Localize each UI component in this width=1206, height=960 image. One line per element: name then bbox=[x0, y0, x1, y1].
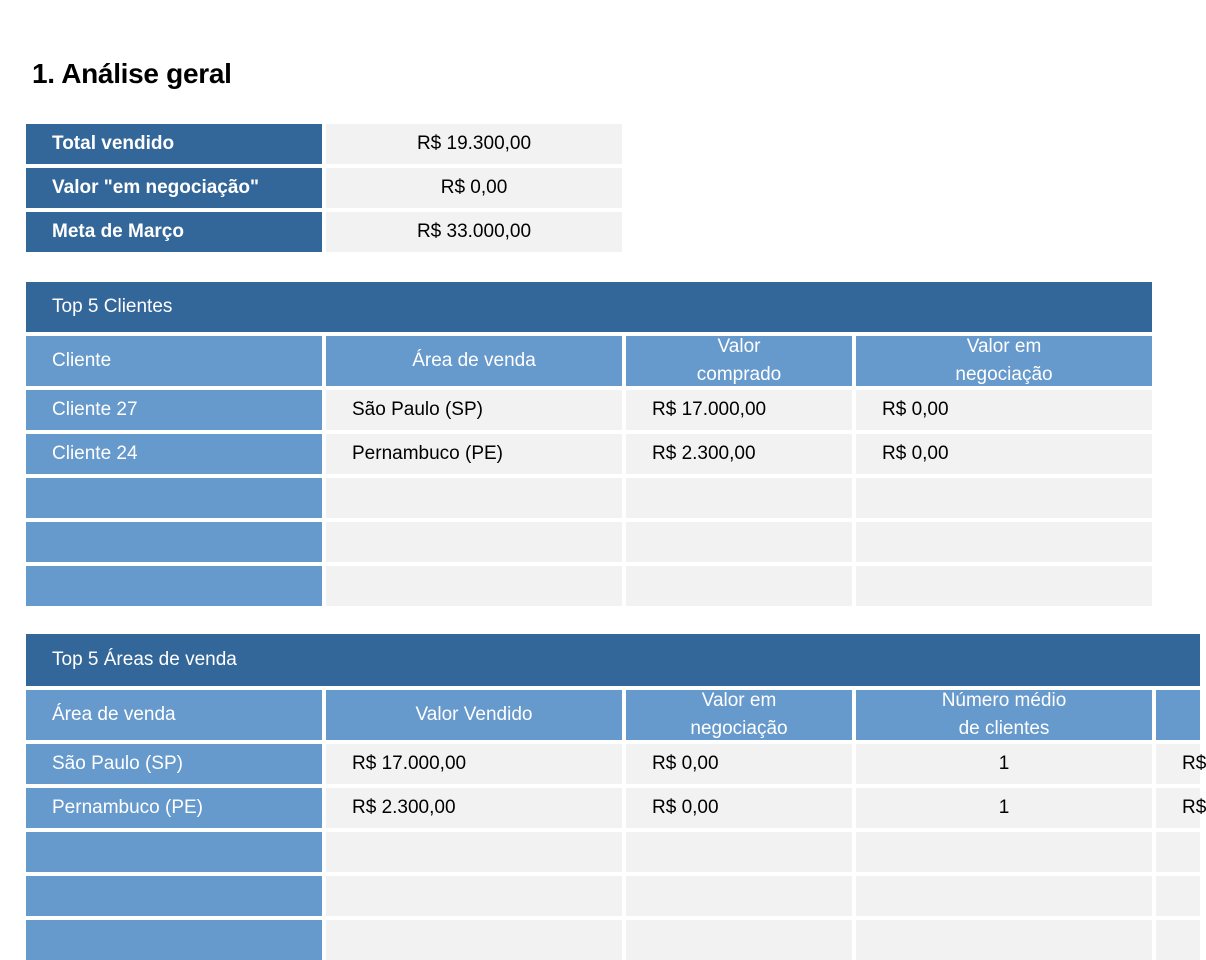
top-clients-title: Top 5 Clientes bbox=[26, 282, 1152, 332]
top-areas-row-extra bbox=[1156, 876, 1200, 916]
summary-value-total-sold: R$ 19.300,00 bbox=[326, 124, 622, 164]
top-clients-row-negotiation: R$ 0,00 bbox=[856, 390, 1152, 430]
top-areas-row-extra: R$ bbox=[1156, 744, 1200, 784]
top-clients-row-area bbox=[326, 566, 622, 606]
top-areas-row-negotiation bbox=[626, 920, 852, 960]
top-clients-row-client bbox=[26, 478, 322, 518]
top-areas-row-area: São Paulo (SP) bbox=[26, 744, 322, 784]
top-areas-header-extra bbox=[1156, 690, 1200, 740]
top-clients-row-area bbox=[326, 478, 622, 518]
top-areas-title: Top 5 Áreas de venda bbox=[26, 634, 1200, 686]
top-clients-row-client: Cliente 24 bbox=[26, 434, 322, 474]
top-clients-row-bought bbox=[626, 478, 852, 518]
page-title: 1. Análise geral bbox=[32, 58, 232, 89]
top-areas-row-sold bbox=[326, 832, 622, 872]
top-clients-header-client: Cliente bbox=[26, 336, 322, 386]
top-areas-header-avg-clients-line1: Número médio bbox=[941, 690, 1067, 711]
top-areas-row-avg-clients: 1 bbox=[856, 788, 1152, 828]
top-areas-header-negotiation-line2: negociação bbox=[690, 718, 788, 739]
top-clients-row-bought: R$ 17.000,00 bbox=[626, 390, 852, 430]
top-areas-row-avg-clients: 1 bbox=[856, 744, 1152, 784]
top-clients-row-negotiation bbox=[856, 522, 1152, 562]
top-clients-row-negotiation bbox=[856, 478, 1152, 518]
top-clients-row-area bbox=[326, 522, 622, 562]
top-areas-row-extra bbox=[1156, 920, 1200, 960]
top-areas-row-extra bbox=[1156, 832, 1200, 872]
top-clients-row-area: São Paulo (SP) bbox=[326, 390, 622, 430]
top-areas-header-avg-clients bbox=[856, 690, 1152, 740]
summary-label-total-sold: Total vendido bbox=[26, 124, 322, 164]
top-areas-row-negotiation: R$ 0,00 bbox=[626, 744, 852, 784]
top-clients-row-bought bbox=[626, 566, 852, 606]
top-clients-row-bought bbox=[626, 522, 852, 562]
top-areas-row-avg-clients bbox=[856, 876, 1152, 916]
top-clients-header-negotiation bbox=[856, 336, 1152, 386]
top-areas-row-sold bbox=[326, 920, 622, 960]
top-areas-row-avg-clients bbox=[856, 920, 1152, 960]
top-clients-row-client bbox=[26, 566, 322, 606]
top-areas-header-negotiation-line1: Valor em bbox=[701, 690, 777, 711]
top-clients-header-negotiation-line1: Valor em bbox=[966, 336, 1042, 357]
top-areas-row-negotiation: R$ 0,00 bbox=[626, 788, 852, 828]
top-areas-header-negotiation bbox=[626, 690, 852, 740]
top-clients-row-bought: R$ 2.300,00 bbox=[626, 434, 852, 474]
top-clients-row-client bbox=[26, 522, 322, 562]
top-clients-header-bought-line2: comprado bbox=[696, 364, 782, 385]
top-areas-row-sold: R$ 2.300,00 bbox=[326, 788, 622, 828]
top-areas-header-avg-clients-line2: de clientes bbox=[958, 718, 1050, 739]
top-clients-header-bought bbox=[626, 336, 852, 386]
summary-label-in-negotiation: Valor "em negociação" bbox=[26, 168, 322, 208]
summary-label-march-goal: Meta de Março bbox=[26, 212, 322, 252]
top-clients-row-negotiation bbox=[856, 566, 1152, 606]
top-areas-row-area: Pernambuco (PE) bbox=[26, 788, 322, 828]
top-clients-header-negotiation-line2: negociação bbox=[955, 364, 1053, 385]
top-clients-row-client: Cliente 27 bbox=[26, 390, 322, 430]
summary-value-in-negotiation: R$ 0,00 bbox=[326, 168, 622, 208]
top-areas-row-avg-clients bbox=[856, 832, 1152, 872]
top-areas-row-extra: R$ bbox=[1156, 788, 1200, 828]
top-clients-header-area: Área de venda bbox=[326, 336, 622, 386]
top-areas-row-sold: R$ 17.000,00 bbox=[326, 744, 622, 784]
top-areas-row-negotiation bbox=[626, 832, 852, 872]
top-clients-row-negotiation: R$ 0,00 bbox=[856, 434, 1152, 474]
top-areas-row-area bbox=[26, 876, 322, 916]
top-areas-row-area bbox=[26, 920, 322, 960]
top-clients-header-bought-line1: Valor bbox=[717, 336, 761, 357]
top-areas-row-negotiation bbox=[626, 876, 852, 916]
top-areas-header-area: Área de venda bbox=[26, 690, 322, 740]
top-areas-row-area bbox=[26, 832, 322, 872]
top-areas-row-sold bbox=[326, 876, 622, 916]
top-clients-row-area: Pernambuco (PE) bbox=[326, 434, 622, 474]
top-areas-header-sold: Valor Vendido bbox=[326, 690, 622, 740]
summary-value-march-goal: R$ 33.000,00 bbox=[326, 212, 622, 252]
